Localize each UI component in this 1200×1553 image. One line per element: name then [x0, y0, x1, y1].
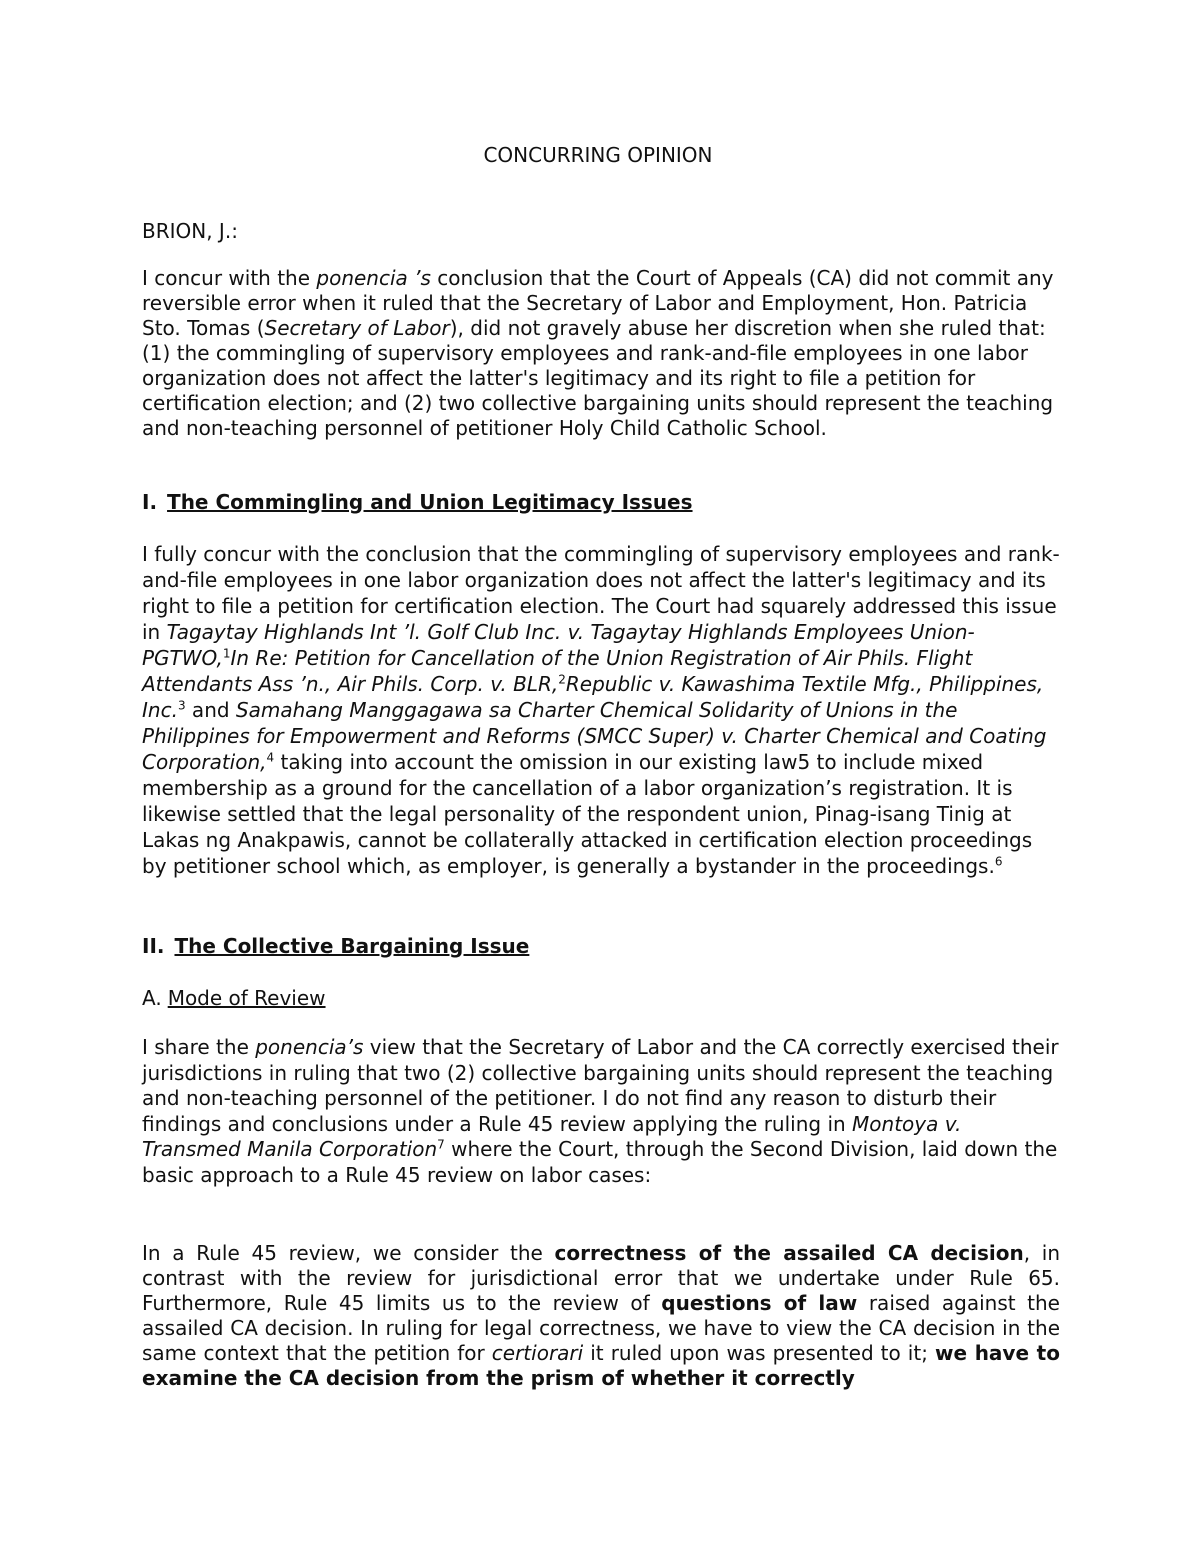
section-number: II.: [142, 934, 165, 958]
subsection-heading-a: [142, 986, 326, 1010]
footnote-ref[interactable]: 1: [222, 646, 231, 661]
section-title: The Collective Bargaining Issue: [174, 934, 530, 958]
italic-text: Secretary of Labor: [264, 316, 450, 340]
footnote-ref[interactable]: 6: [994, 854, 1003, 869]
footnote-ref[interactable]: 2: [558, 672, 566, 687]
subsection-number: A.: [142, 986, 162, 1010]
text-span: view that the Secretary of Labor and the CA correctly exercised their jurisdictions in ruling that two (2) collective bargaining units should represent the teaching and non-teaching personnel of the petitioner. I do not find any reason to disturb their findings and conclusions under a Rule 45 review applying the ruling in: [142, 1035, 1059, 1136]
text-span: I fully concur with the conclusion that the commingling of supervisory employees and rank-and-file employees in one labor organization does not affect the latter's legitimacy and its right to file a petition for certification election. The Court had squarely addressed this issue in: [142, 542, 1060, 644]
text-span: taking into account the omission in our existing law5 to include mixed membership as a ground for the cancellation of a labor organization’s registration. It is likewise settled that the legal personality of the respondent union, Pinag-isang Tinig at Lakas ng Anakpawis, cannot be collaterally attacked in certification election proceedings by petitioner school which, as employer, is generally a bystander in the proceedings.: [142, 750, 1033, 878]
section-number: I.: [142, 490, 158, 514]
bold-text: we have to examine the CA decision from the prism of whether it correctly: [142, 1341, 1060, 1390]
italic-text: ponencia’s: [255, 1035, 364, 1059]
text-span: and: [185, 698, 236, 722]
paragraph-commingling: [142, 541, 1062, 879]
case-citation: Tagaytay Highlands Int ’l. Golf Club Inc. v. Tagaytay Highlands Employees Union-PGTWO,: [142, 620, 975, 670]
bold-text: questions of law: [661, 1291, 858, 1315]
text-span: ), did not gravely abuse her discretion when she ruled that: (1) the commingling of supervisory employees and rank-and-file employees in one labor organization does not affect the latter's legitimacy and its right to file a petition for certification election; and (2) two collective bargaining units should represent the teaching and non-teaching personnel of petitioner Holy Child Catholic School.: [142, 316, 1054, 440]
text-span: , in contrast with the review for jurisdictional error that we undertake under Rule 65. Furthermore, Rule 45 limits us to the review of: [142, 1241, 1060, 1315]
text-span: I share the: [142, 1035, 256, 1059]
case-citation: Montoya v. Transmed Manila Corporation: [142, 1111, 962, 1161]
case-citation: Samahang Manggagawa sa Charter Chemical Solidarity of Unions in the Philippines for Empowerment and Reforms (SMCC Super) v. Charter Chemical and Coating Corporation,: [142, 698, 1047, 774]
document-title: CONCURRING OPINION: [483, 143, 713, 167]
footnote-ref[interactable]: 4: [266, 750, 275, 765]
text-span: conclusion that the Court of Appeals (CA) did not commit any reversible error when it ruled that the Secretary of Labor and Employment, Hon. Patricia Sto. Tomas (: [142, 266, 1054, 340]
section-heading-1: [142, 490, 693, 514]
footnote-ref[interactable]: 3: [177, 698, 186, 713]
case-citation: Republic v. Kawashima Textile Mfg., Philippines, Inc.: [142, 672, 1044, 722]
author-line: BRION, J.:: [142, 219, 238, 243]
text-span: In a Rule 45 review, we consider the: [142, 1241, 555, 1265]
block-quote: [142, 1241, 1060, 1391]
footnote-ref[interactable]: 7: [437, 1137, 445, 1152]
text-span: raised against the assailed CA decision. In ruling for legal correctness, we have to view the CA decision in the same context that the petition for: [142, 1291, 1060, 1365]
text-span: I concur with the: [142, 266, 317, 290]
paragraph-intro: [142, 266, 1062, 441]
text-span: it ruled upon was presented to it;: [583, 1341, 935, 1365]
section-title: The Commingling and Union Legitimacy Issues: [167, 490, 693, 514]
case-citation: In Re: Petition for Cancellation of the Union Registration of Air Phils. Flight Attendants Ass ’n., Air Phils. Corp. v. BLR,: [142, 646, 973, 696]
bold-text: correctness of the assailed CA decision: [554, 1241, 1024, 1265]
italic-text: certiorari: [491, 1341, 584, 1365]
section-heading-2: [142, 934, 529, 958]
subsection-title: Mode of Review: [167, 986, 326, 1010]
italic-text: ponencia ’s: [316, 266, 431, 290]
paragraph-mode-of-review: [142, 1035, 1062, 1188]
text-span: where the Court, through the Second Division, laid down the basic approach to a Rule 45 review on labor cases:: [142, 1137, 1058, 1187]
